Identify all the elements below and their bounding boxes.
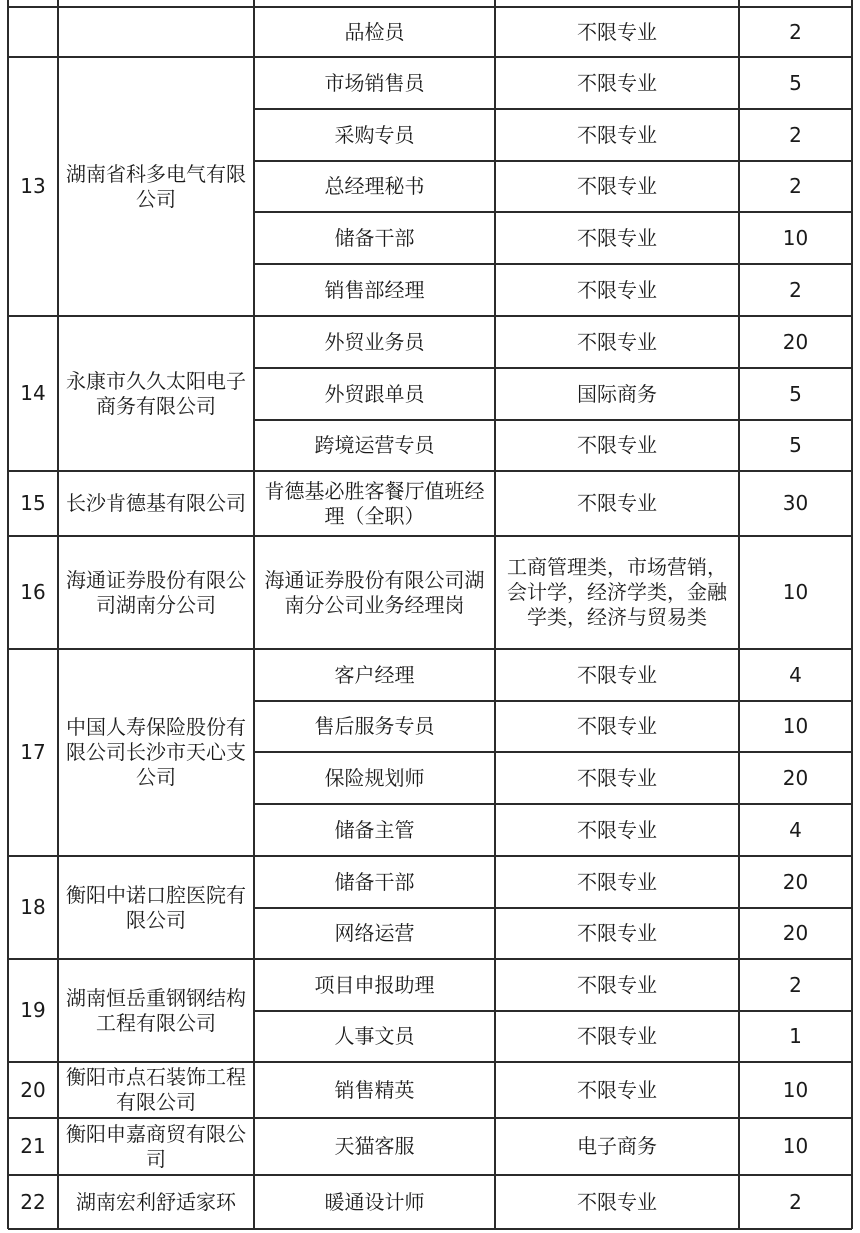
- row-number: 15: [20, 491, 46, 515]
- position-name: 品检员: [344, 19, 405, 44]
- position-name: 采购专员: [334, 122, 415, 147]
- table-border: [253, 0, 255, 1229]
- table-border: [57, 0, 59, 1229]
- major-requirement: 不限专业: [577, 869, 657, 894]
- major-requirement: 不限专业: [577, 1077, 657, 1102]
- position-name: 客户经理: [334, 662, 415, 687]
- hire-count: 20: [782, 869, 809, 894]
- hire-count: 20: [782, 921, 809, 945]
- position-name: 项目申报助理: [314, 972, 435, 997]
- hire-count: 1: [789, 1024, 802, 1048]
- position-name: 外贸业务员: [324, 329, 425, 354]
- major-requirement: 不限专业: [577, 714, 657, 738]
- row-number: 21: [20, 1134, 46, 1158]
- row-number: 18: [20, 895, 46, 919]
- position-name: 售后服务专员: [314, 714, 435, 738]
- company-name: 长沙肯德基有限公司: [66, 491, 246, 515]
- major-requirement: 不限专业: [577, 122, 657, 147]
- row-number: 16: [20, 580, 46, 604]
- position-name: 跨境运营专员: [314, 433, 435, 457]
- row-number: 22: [20, 1189, 46, 1214]
- position-name: 储备主管: [334, 817, 415, 842]
- company-name: 湖南恒岳重钢钢结构工程有限公司: [66, 985, 246, 1035]
- row-number: [8, 7, 58, 57]
- major-requirement: 不限专业: [577, 329, 657, 354]
- position-name: 暖通设计师: [324, 1189, 425, 1214]
- position-name: 销售部经理: [324, 277, 425, 302]
- hire-count: 5: [789, 381, 802, 406]
- hire-count: 10: [782, 580, 809, 604]
- position-name: 储备干部: [334, 225, 415, 250]
- position-name: 网络运营: [334, 921, 415, 945]
- company-name: 衡阳市点石装饰工程有限公司: [66, 1065, 246, 1114]
- table-border: [851, 0, 853, 1229]
- table-border: [738, 0, 740, 1229]
- position-name: 总经理秘书: [324, 174, 425, 198]
- row-number: 14: [20, 381, 46, 405]
- position-name: 保险规划师: [324, 765, 425, 790]
- company-name: 湖南宏利舒适家环: [76, 1189, 236, 1214]
- table-border: [8, 6, 852, 8]
- major-requirement: 不限专业: [577, 1024, 657, 1048]
- major-requirement: 不限专业: [577, 817, 657, 842]
- major-requirement: 国际商务: [577, 381, 657, 406]
- position-name: 储备干部: [334, 869, 415, 894]
- hire-count: 10: [782, 714, 809, 738]
- hire-count: 2: [789, 174, 802, 198]
- table-border: [494, 0, 496, 1229]
- position-name: 人事文员: [334, 1024, 415, 1048]
- hire-count: 2: [789, 1189, 802, 1214]
- hire-count: 20: [782, 329, 809, 354]
- company-name: 衡阳中诺口腔医院有限公司: [66, 882, 246, 932]
- company-name: 湖南省科多电气有限公司: [66, 161, 246, 211]
- major-requirement: 不限专业: [577, 972, 657, 997]
- major-requirement: 不限专业: [577, 921, 657, 945]
- hire-count: 2: [789, 972, 802, 997]
- position-name: 外贸跟单员: [324, 381, 425, 406]
- hire-count: 4: [789, 817, 802, 842]
- company-name: 衡阳申嘉商贸有限公司: [66, 1121, 246, 1171]
- major-requirement: 不限专业: [577, 225, 657, 250]
- hire-count: 10: [782, 1077, 809, 1102]
- row-number: 13: [20, 174, 46, 198]
- position-name: 天猫客服: [334, 1134, 415, 1158]
- company-name: 中国人寿保险股份有限公司长沙市天心支公司: [66, 715, 246, 789]
- hire-count: 2: [789, 277, 802, 302]
- major-requirement: 不限专业: [577, 433, 657, 457]
- position-name: 销售精英: [334, 1077, 415, 1102]
- hire-count: 2: [789, 122, 802, 147]
- major-requirement: 不限专业: [577, 277, 657, 302]
- hire-count: 4: [789, 662, 802, 687]
- table-border: [7, 0, 9, 1229]
- major-requirement: 不限专业: [577, 174, 657, 198]
- hire-count: 5: [789, 70, 802, 95]
- position-name: 市场销售员: [324, 70, 425, 95]
- position-name: 海通证券股份有限公司湖南分公司业务经理岗: [264, 567, 485, 617]
- row-number: 20: [20, 1077, 46, 1102]
- major-requirement: 工商管理类，市场营销，会计学，经济学类，金融学类，经济与贸易类: [507, 555, 727, 629]
- major-requirement: 电子商务: [577, 1134, 657, 1158]
- major-requirement: 不限专业: [577, 662, 657, 687]
- major-requirement: 不限专业: [577, 765, 657, 790]
- major-requirement: 不限专业: [577, 70, 657, 95]
- hire-count: 20: [782, 765, 809, 790]
- company-name: 永康市久久太阳电子商务有限公司: [66, 368, 246, 418]
- position-name: 肯德基必胜客餐厅值班经理（全职）: [264, 478, 485, 528]
- row-number: 19: [20, 998, 46, 1022]
- company-name: [58, 7, 254, 57]
- hire-count: 30: [782, 491, 809, 515]
- company-name: 海通证券股份有限公司湖南分公司: [66, 567, 246, 617]
- row-number: 17: [20, 740, 46, 764]
- major-requirement: 不限专业: [577, 1189, 657, 1214]
- hire-count: 10: [782, 225, 809, 250]
- hire-count: 5: [789, 433, 802, 457]
- major-requirement: 不限专业: [577, 491, 657, 515]
- hire-count: 2: [789, 19, 802, 44]
- major-requirement: 不限专业: [577, 19, 657, 44]
- hire-count: 10: [782, 1134, 809, 1158]
- table-border: [8, 1228, 852, 1230]
